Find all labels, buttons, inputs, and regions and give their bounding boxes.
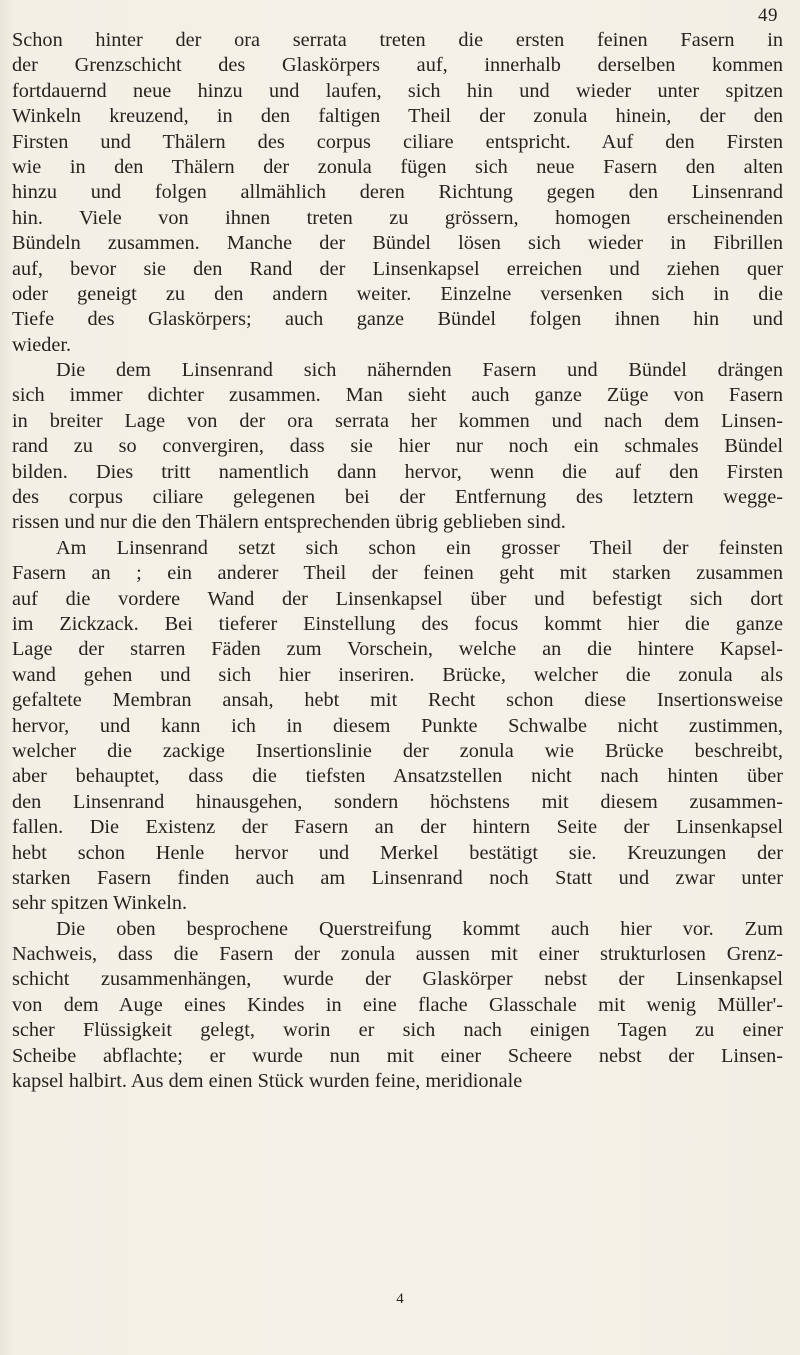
text-line: hin. Viele von ihnen treten zu grössern, homogen erscheinenden xyxy=(12,206,783,229)
signature-mark: 4 xyxy=(396,1291,404,1307)
text-line: wie in den Thälern der zonula fügen sich neue Fasern den alten xyxy=(12,155,783,178)
paragraph xyxy=(12,917,783,1095)
text-line: wand gehen und sich hier inseriren. Brücke, welcher die zonula als xyxy=(12,663,783,686)
text-line: sich immer dichter zusammen. Man sieht auch ganze Züge von Fasern xyxy=(12,384,783,407)
text-line: bilden. Dies tritt namentlich dann hervor, wenn die auf den Firsten xyxy=(12,460,783,483)
text-line: rand zu so convergiren, dass sie hier nur noch ein schmales Bündel xyxy=(12,435,783,458)
text-line: Nachweis, dass die Fasern der zonula aussen mit einer strukturlosen Grenz- xyxy=(12,943,783,966)
text-line: Schon hinter der ora serrata treten die ersten feinen Fasern in xyxy=(12,29,783,51)
text-line: hebt schon Henle hervor und Merkel bestätigt sie. Kreuzungen der xyxy=(12,841,783,864)
text-line: auf die vordere Wand der Linsenkapsel über und befestigt sich dort xyxy=(12,587,783,610)
paragraph xyxy=(12,28,783,358)
text-line: starken Fasern finden auch am Linsenrand noch Statt und zwar unter xyxy=(12,866,783,889)
text-line: von dem Auge eines Kindes in eine flache Glasschale mit wenig Müller'- xyxy=(12,993,783,1016)
text-line: der Grenzschicht des Glaskörpers auf, innerhalb derselben kommen xyxy=(12,54,783,77)
text-line: Bündeln zusammen. Manche der Bündel lösen sich wieder in Fibrillen xyxy=(12,232,783,255)
text-line: Tiefe des Glaskörpers; auch ganze Bündel folgen ihnen hin und xyxy=(12,308,783,331)
text-line: aber behauptet, dass die tiefsten Ansatzstellen nicht nach hinten über xyxy=(12,765,783,788)
text-line: oder geneigt zu den andern weiter. Einzelne versenken sich in die xyxy=(12,282,783,305)
text-line: hervor, und kann ich in diesem Punkte Schwalbe nicht zustimmen, xyxy=(12,714,783,737)
paragraph xyxy=(12,358,783,536)
text-line: auf, bevor sie den Rand der Linsenkapsel erreichen und ziehen quer xyxy=(12,257,783,280)
text-line: welcher die zackige Insertionslinie der zonula wie Brücke beschreibt, xyxy=(12,739,783,762)
text-line: fortdauernd neue hinzu und laufen, sich hin und wieder unter spitzen xyxy=(12,79,783,102)
text-line: Fasern an ; ein anderer Theil der feinen geht mit starken zusammen xyxy=(12,562,783,585)
text-line: Firsten und Thälern des corpus ciliare entspricht. Auf den Firsten xyxy=(12,130,783,153)
text-line: fallen. Die Existenz der Fasern an der hintern Seite der Linsenkapsel xyxy=(12,816,783,839)
text-line: scher Flüssigkeit gelegt, worin er sich nach einigen Tagen zu einer xyxy=(12,1019,783,1042)
text-line: im Zickzack. Bei tieferer Einstellung des focus kommt hier die ganze xyxy=(12,612,783,635)
text-line: Scheibe abflachte; er wurde nun mit einer Scheere nebst der Linsen- xyxy=(12,1044,783,1067)
text-line: kapsel halbirt. Aus dem einen Stück wurden feine, meridionale xyxy=(12,1070,523,1093)
text-line: wieder. xyxy=(12,333,72,356)
text-line: Winkeln kreuzend, in den faltigen Theil der zonula hinein, der den xyxy=(12,105,783,128)
text-line: in breiter Lage von der ora serrata her kommen und nach dem Linsen- xyxy=(12,409,783,432)
text-line: den Linsenrand hinausgehen, sondern höchstens mit diesem zusammen- xyxy=(12,790,783,813)
paragraph xyxy=(12,536,783,917)
text-line: Am Linsenrand setzt sich schon ein grosser Theil der feinsten xyxy=(56,536,783,559)
text-line: schicht zusammenhängen, wurde der Glaskörper nebst der Linsenkapsel xyxy=(12,968,783,991)
text-line: gefaltete Membran ansah, hebt mit Recht schon diese Insertionsweise xyxy=(12,689,783,712)
text-line: rissen und nur die den Thälern entsprechenden übrig geblieben sind. xyxy=(12,511,566,534)
body-text xyxy=(12,28,783,1094)
text-line: des corpus ciliare gelegenen bei der Entfernung des letztern wegge- xyxy=(12,486,783,509)
text-line: hinzu und folgen allmählich deren Richtung gegen den Linsenrand xyxy=(12,181,783,204)
text-line: Die dem Linsenrand sich nähernden Fasern und Bündel drängen xyxy=(56,359,783,382)
page-number: 49 xyxy=(758,5,778,26)
text-line: Lage der starren Fäden zum Vorschein, welche an die hintere Kapsel- xyxy=(12,638,783,661)
text-line: sehr spitzen Winkeln. xyxy=(12,892,188,915)
text-line: Die oben besprochene Querstreifung kommt auch hier vor. Zum xyxy=(56,917,783,940)
